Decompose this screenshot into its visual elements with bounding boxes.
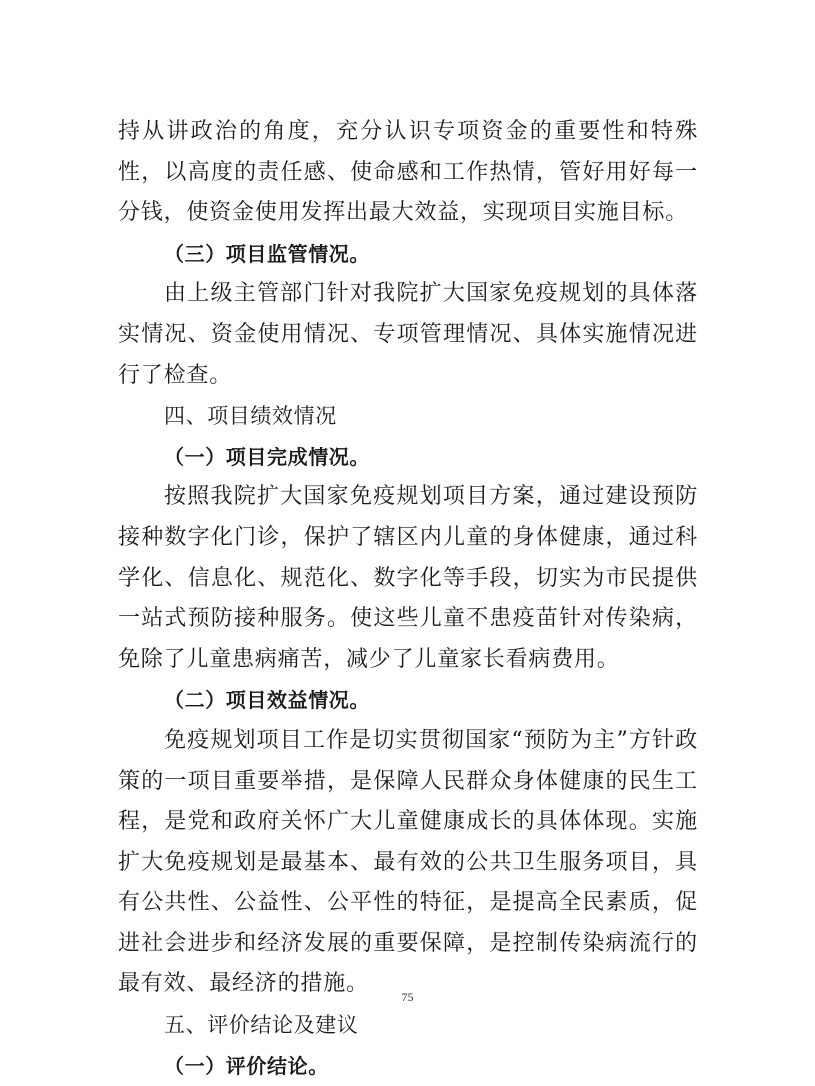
- section-title-conclusion: 五、评价结论及建议: [164, 1013, 359, 1038]
- heading-evaluation-conclusion: （一）评价结论。: [164, 1053, 329, 1078]
- heading-project-supervision: （三）项目监管情况。: [164, 241, 370, 266]
- paragraph-benefits: 免疫规划项目工作是切实贯彻国家“预防为主”方针政策的一项目重要举措，是保障人民群众身体健康的民生工程，是党和政府关怀广大儿童健康成长的具体体现。实施扩大免疫规划是最基本、最有效的公共卫生服务项目，具有公共性、公益性、公平性的特征，是提高全民素质，促进社会进步和经济发展的重要保障，是控制传染病流行的最有效、最经济的措施。: [118, 727, 698, 997]
- paragraph-funds-usage: 持从讲政治的角度，充分认识专项资金的重要性和特殊性，以高度的责任感、使命感和工作热情，管好用好每一分钱，使资金使用发挥出最大效益，实现项目实施目标。: [118, 119, 698, 226]
- section-title-performance: 四、项目绩效情况: [164, 404, 337, 429]
- heading-project-benefits: （二）项目效益情况。: [164, 688, 370, 713]
- page-number: 75: [401, 990, 414, 1004]
- paragraph-completion: 按照我院扩大国家免疫规划项目方案，通过建设预防接种数字化门诊，保护了辖区内儿童的身体健康，通过科学化、信息化、规范化、数字化等手段，切实为市民提供一站式预防接种服务。使这些儿童不患疫苗针对传染病，免除了儿童患病痛苦，减少了儿童家长看病费用。: [118, 484, 698, 672]
- body-text: [118, 112, 698, 1086]
- paragraph-supervision: 由上级主管部门针对我院扩大国家免疫规划的具体落实情况、资金使用情况、专项管理情况、具体实施情况进行了检查。: [118, 281, 698, 388]
- heading-project-completion: （一）项目完成情况。: [164, 444, 370, 469]
